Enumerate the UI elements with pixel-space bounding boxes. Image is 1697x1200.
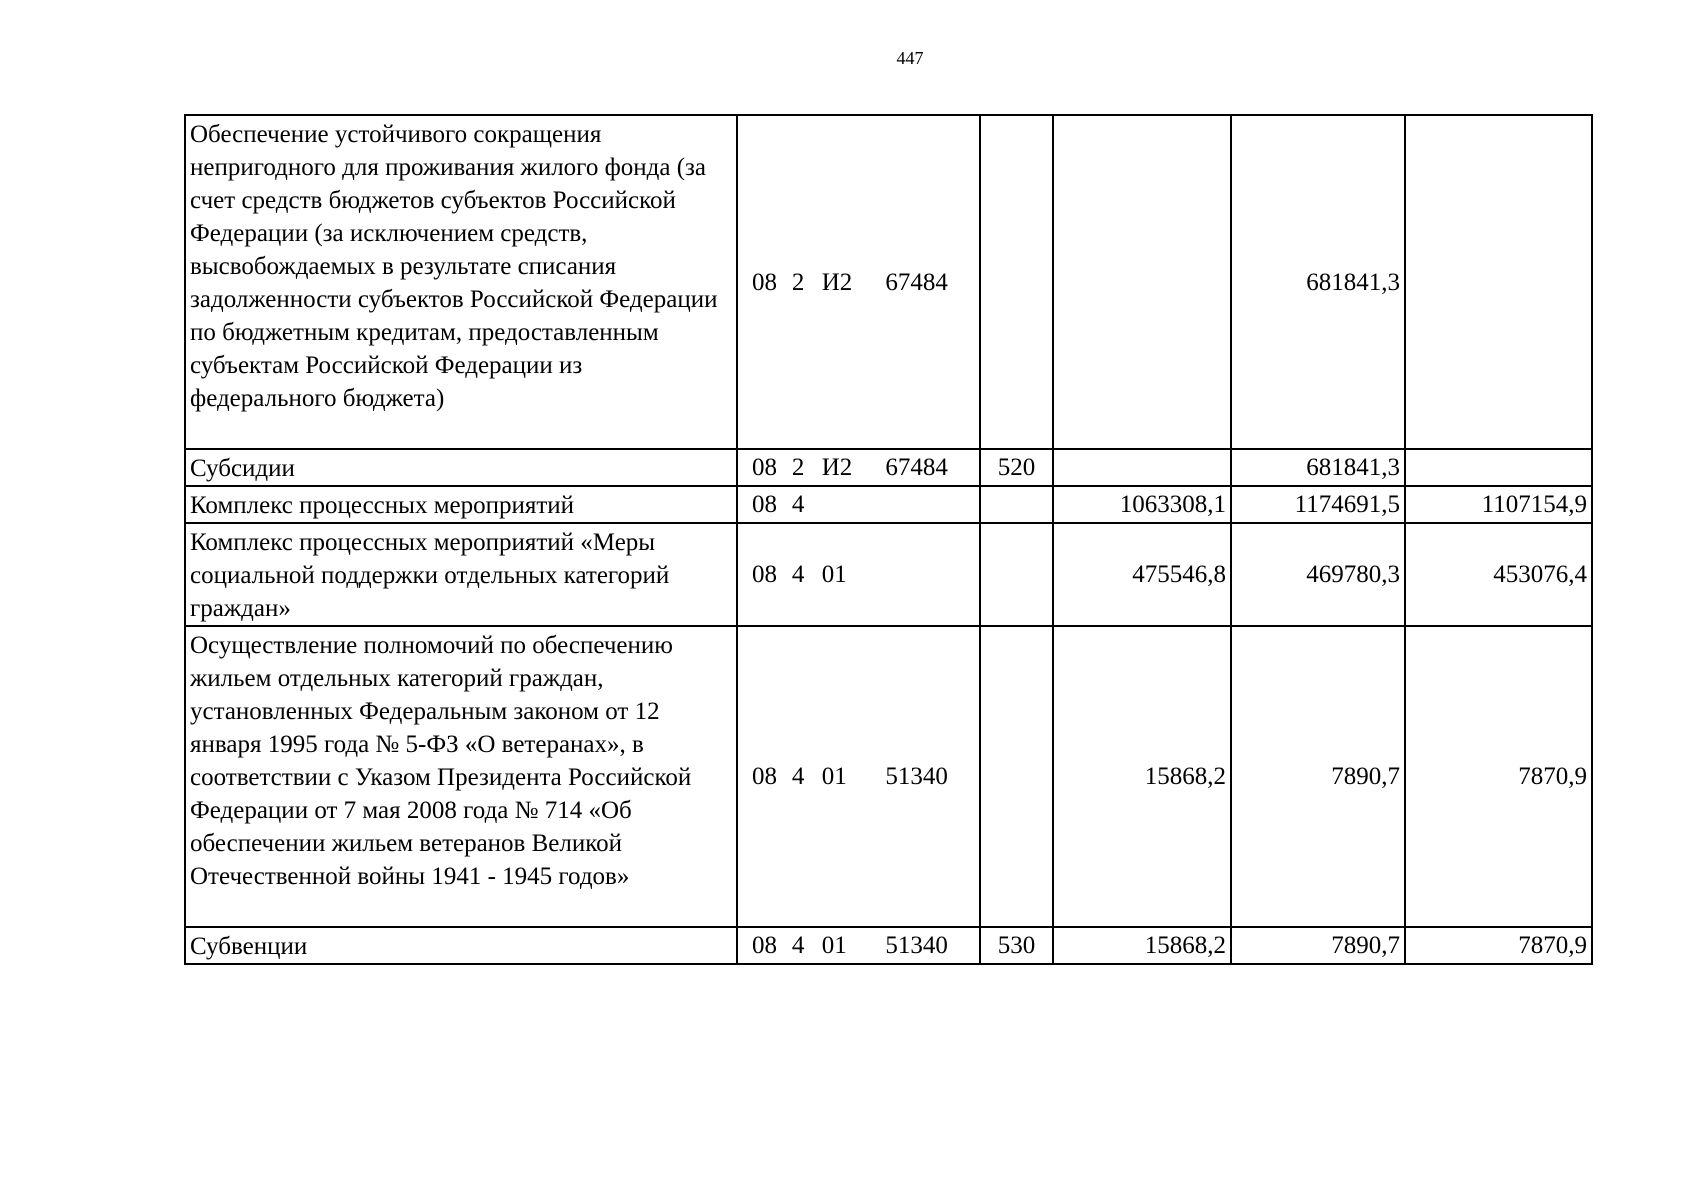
expense-type: 520	[980, 449, 1053, 486]
table-row	[185, 626, 1592, 927]
table-row	[185, 449, 1592, 486]
value-year-1: 475546,8	[1053, 523, 1231, 626]
classification-code: 08 4 01 51340	[737, 626, 980, 927]
value-year-3: 453076,4	[1405, 523, 1592, 626]
value-year-2: 7890,7	[1231, 927, 1405, 964]
value-year-3: 7870,9	[1405, 626, 1592, 927]
classification-code: 08 4 01	[737, 523, 980, 626]
expense-type	[980, 115, 1053, 449]
page-number: 447	[896, 48, 924, 68]
value-year-2: 469780,3	[1231, 523, 1405, 626]
value-year-3	[1405, 115, 1592, 449]
value-year-3: 7870,9	[1405, 927, 1592, 964]
table-row	[185, 486, 1592, 523]
expense-type	[980, 523, 1053, 626]
value-year-1: 1063308,1	[1053, 486, 1231, 523]
value-year-3: 1107154,9	[1405, 486, 1592, 523]
row-name: Комплекс процессных мероприятий	[185, 486, 737, 523]
expense-type: 530	[980, 927, 1053, 964]
table-row	[185, 523, 1592, 626]
value-year-1	[1053, 449, 1231, 486]
row-name: Субсидии	[185, 449, 737, 486]
value-year-3	[1405, 449, 1592, 486]
value-year-1: 15868,2	[1053, 927, 1231, 964]
classification-code: 08 4 01 51340	[737, 927, 980, 964]
row-name: Осуществление полномочий по обеспечению жильем отдельных категорий граждан, установленных Федеральным законом от 12 января 1995 года № 5-ФЗ «О ветеранах», в соответствии с Указом Президента Российской Федерации от 7 мая 2008 года № 714 «Об обеспечении жильем ветеранов Великой Отечественной войны 1941 - 1945 годов»	[185, 626, 737, 927]
value-year-2: 681841,3	[1231, 449, 1405, 486]
value-year-1	[1053, 115, 1231, 449]
budget-table	[184, 114, 1593, 965]
table-row	[185, 927, 1592, 964]
classification-code: 08 2 И2 67484	[737, 449, 980, 486]
row-name: Субвенции	[185, 927, 737, 964]
expense-type	[980, 626, 1053, 927]
row-name: Комплекс процессных мероприятий «Меры социальной поддержки отдельных категорий граждан»	[185, 523, 737, 626]
value-year-2: 7890,7	[1231, 626, 1405, 927]
row-name: Обеспечение устойчивого сокращения непригодного для проживания жилого фонда (за счет средств бюджетов субъектов Российской Федерации (за исключением средств, высвобождаемых в результате списания задолженности субъектов Российской Федерации по бюджетным кредитам, предоставленным субъектам Российской Федерации из федерального бюджета)	[185, 115, 737, 449]
value-year-2: 681841,3	[1231, 115, 1405, 449]
value-year-2: 1174691,5	[1231, 486, 1405, 523]
classification-code: 08 4	[737, 486, 980, 523]
expense-type	[980, 486, 1053, 523]
value-year-1: 15868,2	[1053, 626, 1231, 927]
classification-code: 08 2 И2 67484	[737, 115, 980, 449]
table-row	[185, 115, 1592, 449]
